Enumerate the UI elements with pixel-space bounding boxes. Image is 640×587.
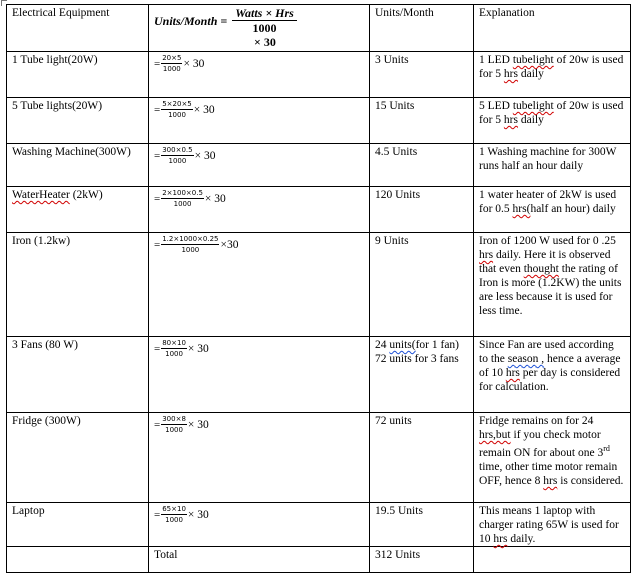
explanation-text: daily (517, 68, 544, 80)
units-cell: 120 Units (370, 187, 474, 233)
calculation-cell (149, 413, 370, 503)
explanation-text: 1 water heater of 2kW is used for 0.5 (479, 189, 617, 215)
spellcheck-word: hrs,but (479, 429, 511, 441)
header-explanation: Explanation (474, 5, 631, 52)
formula-multiplier: × 30 (254, 35, 276, 49)
calc-fraction (161, 99, 193, 120)
calc-multiplier: × 30 (187, 418, 209, 431)
calc-numerator: 65×10 (162, 505, 186, 513)
explanation-cell: 1 Washing machine for 300W runs half an hour daily (474, 144, 631, 187)
equipment-cell: Washing Machine(300W) (7, 144, 149, 187)
calc-numerator: 300×8 (162, 415, 186, 423)
table-row (7, 233, 631, 337)
table-row (7, 337, 631, 413)
empty-cell (474, 547, 631, 573)
equals-sign: = (154, 342, 161, 355)
header-units: Units/Month (370, 5, 474, 52)
calc-multiplier: × 30 (194, 149, 216, 162)
calculation-cell (149, 337, 370, 413)
spellcheck-word: thought (523, 263, 559, 275)
calculation-cell (149, 52, 370, 98)
superscript-text: rd (603, 444, 610, 453)
spellcheck-word: WaterHeater (12, 189, 70, 201)
header-formula (149, 5, 370, 52)
units-cell (370, 337, 474, 413)
units-cell: 4.5 Units (370, 144, 474, 187)
calc-denominator: 1000 (181, 246, 200, 254)
equipment-cell: Fridge (300W) (7, 413, 149, 503)
calc-denominator: 1000 (173, 200, 192, 208)
spellcheck-word: season , (507, 353, 545, 365)
explanation-text: hence a average of 10 (479, 353, 621, 379)
equipment-cell: 3 Fans (80 W) (7, 337, 149, 413)
equals-sign: = (154, 103, 161, 116)
spellcheck-word: units( (389, 339, 416, 351)
spellcheck-word: hrs (503, 114, 518, 126)
explanation-cell (474, 187, 631, 233)
calc-multiplier: × 30 (204, 192, 226, 205)
spellcheck-word: hrs (503, 68, 518, 80)
equals-sign: = (154, 508, 161, 521)
explanation-text: Since Fan are used according to the (479, 339, 614, 365)
energy-consumption-table (6, 4, 631, 573)
explanation-text: of 20w is used for 5 (479, 54, 624, 80)
explanation-text: 5 LED (479, 100, 513, 112)
spellcheck-word: tubelight (512, 54, 554, 66)
calc-fraction (161, 338, 187, 359)
calc-denominator: 1000 (165, 426, 183, 434)
calc-multiplier: × 30 (193, 103, 215, 116)
calc-denominator: 1000 (168, 157, 187, 165)
explanation-text: if you check motor remain ON for about one 3 (479, 429, 604, 459)
units-text: 24 (375, 339, 390, 351)
explanation-text: the rating of Iron is more (1.2KW) the units are less because it is used for less time. (479, 263, 622, 317)
spellcheck-word: hrs (505, 367, 520, 379)
explanation-cell (474, 52, 631, 98)
equipment-cell: Iron (1.2kw) (7, 233, 149, 337)
explanation-text: Iron of 1200 W used for 0 .25 (479, 235, 616, 247)
formula-denominator: 1000 (252, 21, 277, 35)
explanation-text: time, other time motor remain OFF, hence 8 (479, 460, 618, 487)
explanation-cell (474, 503, 631, 547)
calculation-cell (149, 503, 370, 547)
explanation-text: 1 LED (479, 54, 513, 66)
formula-numerator: Watts × Hrs (232, 6, 297, 21)
explanation-text: of 20w is used for 5 (479, 100, 624, 126)
units-text: for 1 fan) (415, 339, 460, 351)
calc-multiplier: × 30 (187, 508, 209, 521)
calc-fraction (161, 234, 219, 255)
explanation-text: Fridge remains on for 24 (479, 415, 594, 427)
equipment-cell: 1 Tube light(20W) (7, 52, 149, 98)
calc-denominator: 1000 (162, 65, 181, 73)
equals-sign: = (154, 149, 161, 162)
calc-denominator: 1000 (165, 350, 183, 358)
total-label: Total (149, 547, 370, 573)
equals-sign: = (154, 57, 161, 70)
calc-multiplier: × 30 (187, 342, 209, 355)
equipment-cell: Laptop (7, 503, 149, 547)
formula-expression (154, 6, 297, 49)
calc-numerator: 80×10 (162, 339, 186, 347)
header-equipment: Electrical Equipment (7, 5, 149, 52)
explanation-text: half an hour) daily (530, 203, 616, 215)
calc-denominator: 1000 (168, 111, 186, 119)
table-row (7, 503, 631, 547)
header-row (7, 5, 631, 52)
explanation-cell (474, 98, 631, 144)
explanation-text: per day is considered for calculation. (479, 367, 621, 393)
units-cell: 9 Units (370, 233, 474, 337)
explanation-cell (474, 413, 631, 503)
calculation-cell (149, 187, 370, 233)
total-units: 312 Units (370, 547, 474, 573)
equipment-cell: 5 Tube lights(20W) (7, 98, 149, 144)
explanation-text: This means 1 laptop with charger rating 65W is used for 10 (479, 505, 619, 545)
equipment-cell (7, 187, 149, 233)
explanation-cell (474, 233, 631, 337)
explanation-text: daily (517, 114, 544, 126)
calc-numerator: 300×0.5 (162, 146, 193, 154)
explanation-cell (474, 337, 631, 413)
calc-numerator: 1.2×1000×0.25 (162, 235, 219, 243)
formula-lhs: Units/Month = (154, 13, 228, 28)
units-text: 72 units for 3 fans (375, 353, 459, 365)
calculation-cell (149, 233, 370, 337)
units-cell: 72 units (370, 413, 474, 503)
spellcheck-word: hrs (493, 533, 508, 545)
spellcheck-word: tubelight (512, 100, 554, 112)
calc-numerator: 5×20×5 (162, 100, 192, 108)
explanation-text: daily. (507, 533, 536, 545)
spellcheck-word: hrs (543, 474, 558, 487)
calc-fraction (161, 504, 187, 525)
calc-fraction (161, 188, 204, 209)
units-cell: 3 Units (370, 52, 474, 98)
table-row (7, 187, 631, 233)
equals-sign: = (154, 418, 161, 431)
empty-cell (7, 547, 149, 573)
calc-numerator: 20×5 (162, 54, 182, 62)
table-row (7, 144, 631, 187)
spellcheck-word: hrs (479, 249, 494, 261)
calc-fraction (161, 145, 193, 166)
spellcheck-word: hrs( (512, 203, 531, 215)
calc-numerator: 2×100×0.5 (162, 189, 203, 197)
total-row (7, 547, 631, 573)
equals-sign: = (154, 192, 161, 205)
equipment-text: (2kW) (69, 189, 103, 201)
calculation-cell (149, 98, 370, 144)
explanation-text: daily. Here it is observed that even (479, 249, 611, 275)
units-cell: 15 Units (370, 98, 474, 144)
explanation-text: is considered. (557, 474, 624, 487)
calc-multiplier: × 30 (183, 57, 205, 70)
calc-multiplier: ×30 (220, 238, 239, 251)
units-cell: 19.5 Units (370, 503, 474, 547)
table-row (7, 413, 631, 503)
calc-denominator: 1000 (165, 516, 183, 524)
formula-fraction (232, 6, 297, 35)
table-row (7, 52, 631, 98)
calc-fraction (161, 53, 182, 74)
calc-fraction (161, 414, 187, 435)
calculation-cell (149, 144, 370, 187)
equals-sign: = (154, 238, 161, 251)
table-row (7, 98, 631, 144)
